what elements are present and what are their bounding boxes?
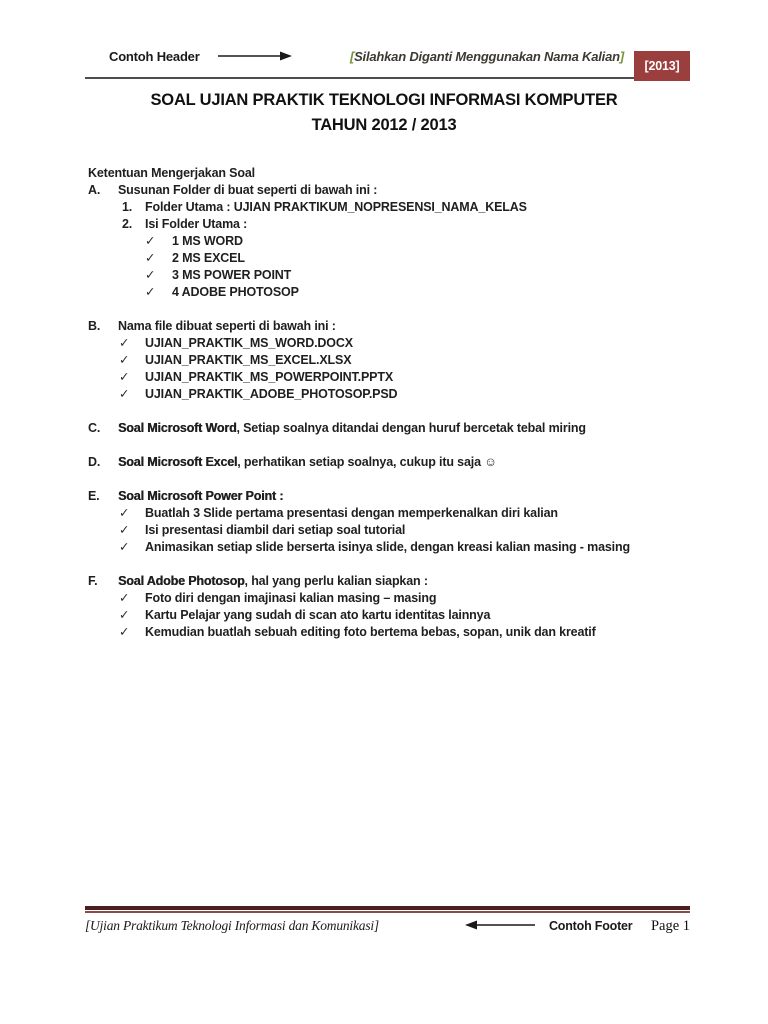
- section-d: [88, 454, 708, 471]
- check-item: [119, 590, 708, 607]
- checkmark-icon: ✓: [145, 285, 156, 299]
- section-lead-text: Soal Microsoft Word: [118, 421, 237, 435]
- section-heading: [118, 573, 708, 590]
- section-rest-text: , Setiap soalnya ditandai dengan huruf bercetak tebal miring: [236, 421, 586, 435]
- section-a: [88, 182, 708, 301]
- checkmark-icon: ✓: [145, 268, 156, 282]
- section-lead-text: Soal Microsoft Power Point :: [118, 489, 284, 503]
- document-title-line1: SOAL UJIAN PRAKTIK TEKNOLOGI INFORMASI KOMPUTER: [150, 91, 618, 109]
- checkmark-icon: ✓: [119, 625, 130, 639]
- section-heading: Nama file dibuat seperti di bawah ini :: [118, 319, 336, 333]
- checkmark-icon: ✓: [119, 506, 130, 520]
- document-title-line2: TAHUN 2012 / 2013: [311, 116, 457, 134]
- section-rest-text: , perhatikan setiap soalnya, cukup itu saja ☺: [237, 455, 497, 469]
- checkmark-icon: ✓: [119, 353, 130, 367]
- check-item: [145, 267, 708, 284]
- section-label: B.: [88, 319, 101, 333]
- section-heading: [118, 454, 708, 471]
- check-item: [119, 624, 708, 641]
- section-heading-row: [88, 454, 708, 471]
- year-badge: [2013]: [634, 51, 690, 81]
- check-item: [119, 522, 708, 539]
- check-item-text: UJIAN_PRAKTIK_MS_WORD.DOCX: [145, 336, 353, 350]
- section-lead-text: Soal Adobe Photosop: [118, 574, 245, 588]
- check-item-text: 3 MS POWER POINT: [172, 268, 292, 282]
- footer-row: [85, 917, 690, 935]
- body-intro: Ketentuan Mengerjakan Soal: [88, 166, 255, 180]
- check-item-text: 1 MS WORD: [172, 234, 243, 248]
- section-heading-row: [88, 318, 708, 335]
- check-item: [145, 233, 708, 250]
- check-item: [145, 284, 708, 301]
- checkmark-icon: ✓: [119, 387, 130, 401]
- numbered-item: [122, 216, 708, 233]
- check-item-text: UJIAN_PRAKTIK_ADOBE_PHOTOSOP.PSD: [145, 387, 398, 401]
- check-item-text: 2 MS EXCEL: [172, 251, 245, 265]
- numbered-item-number: 2.: [122, 217, 133, 231]
- checkmark-icon: ✓: [119, 523, 130, 537]
- placeholder-open-bracket: [: [349, 49, 355, 64]
- section-label: E.: [88, 489, 100, 503]
- section-heading: [118, 488, 708, 505]
- check-item-text: UJIAN_PRAKTIK_MS_POWERPOINT.PPTX: [145, 370, 394, 384]
- section-heading: [118, 420, 708, 437]
- checkmark-icon: ✓: [119, 540, 130, 554]
- page-footer: [85, 906, 690, 935]
- check-item-text: UJIAN_PRAKTIK_MS_EXCEL.XLSX: [145, 353, 352, 367]
- check-item: [119, 335, 708, 352]
- section-rest-text: , hal yang perlu kalian siapkan :: [244, 574, 428, 588]
- section-label: F.: [88, 574, 98, 588]
- check-item: [119, 607, 708, 624]
- footer-divider: [85, 906, 690, 913]
- check-item-text: Kemudian buatlah sebuah editing foto bertema bebas, sopan, unik dan kreatif: [145, 625, 596, 639]
- document-title: [0, 88, 768, 138]
- numbered-item-text: Folder Utama : UJIAN PRAKTIKUM_NOPRESENSI_NAMA_KELAS: [145, 200, 527, 214]
- section-heading-row: [88, 573, 708, 590]
- section-heading-row: [88, 420, 708, 437]
- numbered-item-text: Isi Folder Utama :: [145, 217, 248, 231]
- section-label: C.: [88, 421, 101, 435]
- check-item: [145, 250, 708, 267]
- section-label: D.: [88, 455, 101, 469]
- section-b: [88, 318, 708, 403]
- header-rule-area: [85, 45, 634, 79]
- checkmark-icon: ✓: [119, 370, 130, 384]
- section-e: [88, 488, 708, 556]
- section-lead-text: Soal Microsoft Excel: [118, 455, 238, 469]
- left-arrow-icon: [465, 917, 535, 935]
- document-body: [88, 165, 708, 641]
- right-arrow-icon: [218, 48, 292, 66]
- check-item: [119, 505, 708, 522]
- check-item: [119, 386, 708, 403]
- section-heading: Susunan Folder di buat seperti di bawah ini :: [118, 183, 378, 197]
- check-item-text: Animasikan setiap slide berserta isinya slide, dengan kreasi kalian masing - masing: [145, 540, 630, 554]
- page-header: [85, 45, 690, 79]
- footer-example-label: Contoh Footer: [548, 919, 633, 933]
- section-c: [88, 420, 708, 437]
- check-item-text: Isi presentasi diambil dari setiap soal tutorial: [145, 523, 406, 537]
- check-item: [119, 352, 708, 369]
- placeholder-close-bracket: ]: [619, 49, 624, 64]
- check-item-text: 4 ADOBE PHOTOSOP: [172, 285, 299, 299]
- section-f: [88, 573, 708, 641]
- numbered-item-number: 1.: [122, 200, 133, 214]
- check-item-text: Foto diri dengan imajinasi kalian masing – masing: [145, 591, 437, 605]
- checkmark-icon: ✓: [119, 608, 130, 622]
- check-item-text: Kartu Pelajar yang sudah di scan ato kartu identitas lainnya: [145, 608, 491, 622]
- check-item: [119, 539, 708, 556]
- checkmark-icon: ✓: [119, 591, 130, 605]
- page-number: Page 1: [650, 917, 690, 934]
- section-label: A.: [88, 183, 101, 197]
- checkmark-icon: ✓: [145, 251, 156, 265]
- header-placeholder: [350, 49, 624, 64]
- footer-doc-title: [Ujian Praktikum Teknologi Informasi dan Komunikasi]: [85, 918, 379, 933]
- section-heading-row: [88, 488, 708, 505]
- numbered-item: [122, 199, 708, 216]
- checkmark-icon: ✓: [119, 336, 130, 350]
- section-heading-row: [88, 182, 708, 199]
- checkmark-icon: ✓: [145, 234, 156, 248]
- placeholder-text: Silahkan Diganti Menggunakan Nama Kalian: [354, 49, 620, 64]
- header-example-label: Contoh Header: [109, 49, 200, 64]
- check-item: [119, 369, 708, 386]
- check-item-text: Buatlah 3 Slide pertama presentasi dengan memperkenalkan diri kalian: [145, 506, 558, 520]
